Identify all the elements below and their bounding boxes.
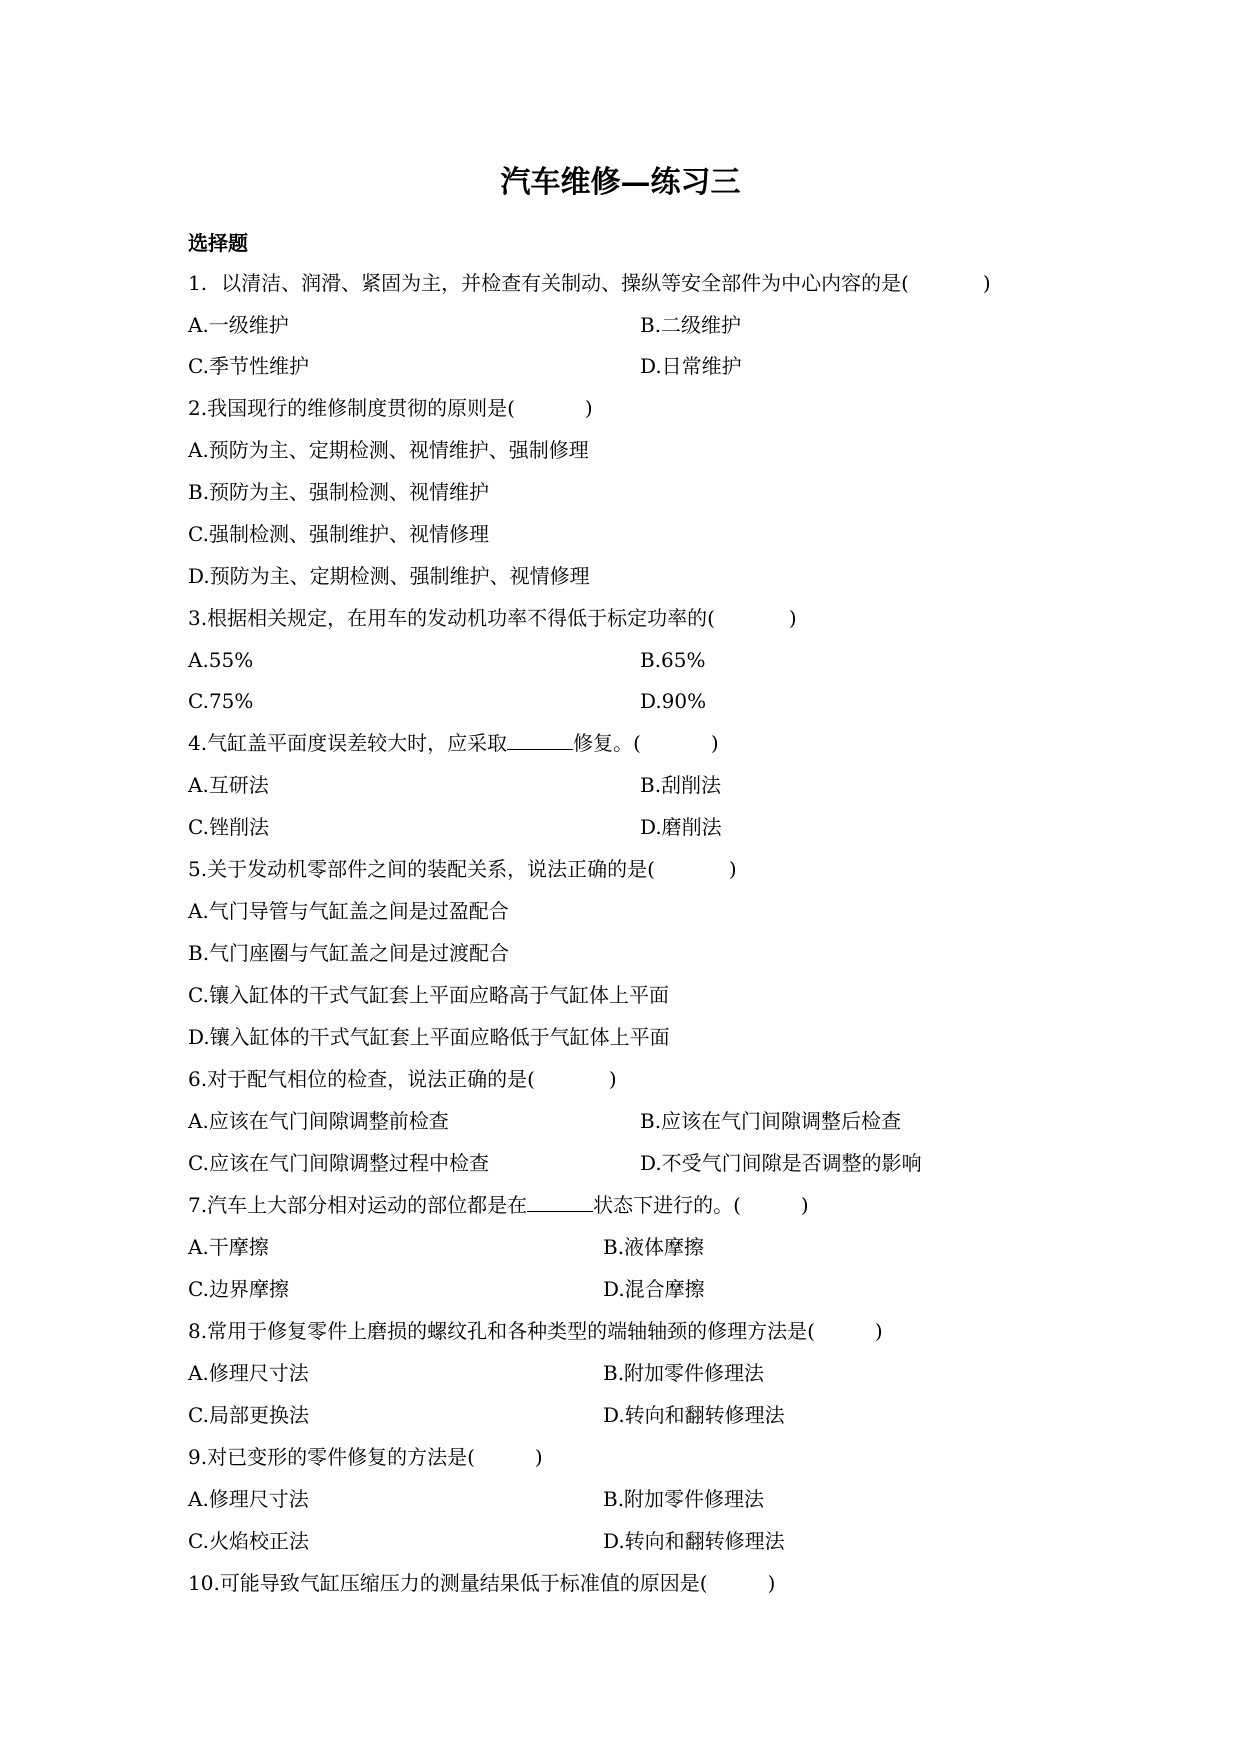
question-number: 8. [188,1319,208,1343]
question-text: 对于配气相位的检查，说法正确的是( [207,1067,535,1091]
question-number: 4. [188,731,208,755]
question-6 [188,1064,617,1094]
question-tail: ) [728,857,737,881]
question-tail: ) [534,1445,543,1469]
option-1b: B.二级维护 [640,313,742,337]
question-2 [188,393,593,423]
question-text: 修复。( [573,731,641,755]
question-number: 9. [188,1445,208,1469]
question-number: 5. [188,857,208,881]
option-4b: B.刮削法 [640,773,722,797]
option-9c: C.火焰校正法 [188,1529,309,1553]
question-number: 2. [188,396,208,420]
question-number: 3. [188,606,208,630]
question-tail: ) [982,271,991,295]
question-10 [188,1568,775,1598]
question-tail: ) [788,606,797,630]
question-tail: ) [584,396,593,420]
option-9d: D.转向和翻转修理法 [603,1529,785,1553]
option-7b: B.液体摩擦 [603,1235,705,1259]
option-5d: D.镶入缸体的干式气缸套上平面应略低于气缸体上平面 [188,1025,670,1049]
option-5a: A.气门导管与气缸盖之间是过盈配合 [188,899,509,923]
question-9 [188,1442,543,1472]
option-6a: A.应该在气门间隙调整前检查 [188,1109,449,1133]
option-4a: A.互研法 [188,773,269,797]
answer-blank [507,729,573,750]
question-number: 6. [188,1067,208,1091]
question-text: 常用于修复零件上磨损的螺纹孔和各种类型的端轴轴颈的修理方法是( [207,1319,815,1343]
question-text: 状态下进行的。( [593,1193,741,1217]
option-6c: C.应该在气门间隙调整过程中检查 [188,1151,489,1175]
question-number: 10. [188,1571,220,1595]
question-7 [188,1190,809,1220]
question-text: 我国现行的维修制度贯彻的原则是( [207,396,515,420]
option-6d: D.不受气门间隙是否调整的影响 [640,1151,922,1175]
section-heading: 选择题 [188,231,248,255]
option-1c: C.季节性维护 [188,354,309,378]
option-6b: B.应该在气门间隙调整后检查 [640,1109,902,1133]
question-number: 7. [188,1193,208,1217]
option-1d: D.日常维护 [640,354,742,378]
option-8a: A.修理尺寸法 [188,1361,309,1385]
option-7a: A.干摩擦 [188,1235,269,1259]
option-7d: D.混合摩擦 [603,1277,705,1301]
question-text: 对已变形的零件修复的方法是( [207,1445,475,1469]
option-8b: B.附加零件修理法 [603,1361,765,1385]
option-3a: A.55% [188,648,254,672]
option-2d: D.预防为主、定期检测、强制维护、视情修理 [188,564,590,588]
question-text: 汽车上大部分相对运动的部位都是在 [207,1193,528,1217]
question-text: 根据相关规定，在用车的发动机功率不得低于标定功率的( [207,606,715,630]
question-text: 气缸盖平面度误差较大时，应采取 [207,731,508,755]
option-1a: A.一级维护 [188,313,289,337]
question-3 [188,603,797,633]
option-5b: B.气门座圈与气缸盖之间是过渡配合 [188,941,510,965]
question-tail: ) [608,1067,617,1091]
question-5 [188,854,737,884]
option-4d: D.磨削法 [640,815,722,839]
option-5c: C.镶入缸体的干式气缸套上平面应略高于气缸体上平面 [188,983,669,1007]
option-3c: C.75% [188,689,254,713]
option-8d: D.转向和翻转修理法 [603,1403,785,1427]
option-4c: C.锉削法 [188,815,269,839]
option-9b: B.附加零件修理法 [603,1487,765,1511]
question-tail: ) [767,1571,776,1595]
option-9a: A.修理尺寸法 [188,1487,309,1511]
question-text: 关于发动机零部件之间的装配关系，说法正确的是( [207,857,655,881]
question-tail: ) [874,1319,883,1343]
option-8c: C.局部更换法 [188,1403,309,1427]
option-3b: B.65% [640,648,706,672]
question-tail: ) [800,1193,809,1217]
question-8 [188,1316,883,1346]
option-2b: B.预防为主、强制检测、视情维护 [188,480,490,504]
question-1 [188,268,991,298]
question-text: 可能导致气缸压缩压力的测量结果低于标准值的原因是( [219,1571,708,1595]
question-number: 1. [188,271,208,295]
page-title: 汽车维修—练习三 [500,165,741,200]
question-text: 以清洁、润滑、紧固为主，并检查有关制动、操纵等安全部件为中心内容的是( [221,271,909,295]
answer-blank [527,1191,593,1212]
option-7c: C.边界摩擦 [188,1277,289,1301]
question-4 [188,728,719,758]
option-3d: D.90% [640,689,707,713]
option-2a: A.预防为主、定期检测、视情维护、强制修理 [188,438,589,462]
question-tail: ) [710,731,719,755]
option-2c: C.强制检测、强制维护、视情修理 [188,522,489,546]
